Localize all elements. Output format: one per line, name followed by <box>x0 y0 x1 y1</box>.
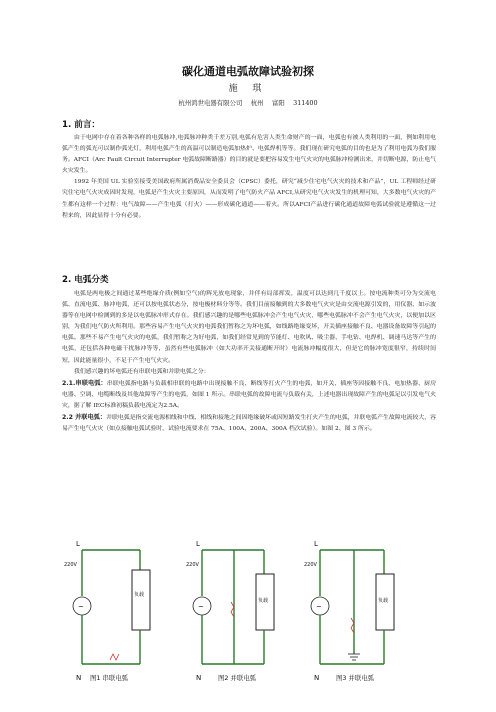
figure-3-parallel-arc <box>306 536 403 708</box>
figure-3-caption: 图3 并联电弧 <box>336 674 375 682</box>
figure-3-load-label: 负载 <box>378 598 389 604</box>
figure-1-diagram <box>62 536 159 708</box>
figure-1-load-label: 负载 <box>134 592 145 598</box>
figure-1-voltage: 220V <box>64 562 77 568</box>
author: 施 琪 <box>228 84 268 94</box>
figure-1-series-arc <box>62 536 159 708</box>
figure-2-L-label: L <box>196 540 200 548</box>
figure-1-N-label: N <box>76 674 82 682</box>
figure-1-load-box <box>132 570 150 630</box>
section-2-body <box>62 289 436 435</box>
section-2-2-text: 并联电弧是指交流电源相线和中线、相线和接地之间因绝缘破坏或因短路发生打火产生的电弧，并联电弧产生故障电流较大，容易产生电气火灾（如点接触电弧试验时，试验电流要求在 75A、100A、200A、300A 档次试验）。如图 2、图 3 所示。 <box>62 415 436 433</box>
paper-title: 碳化通道电弧故障试验初探 <box>182 65 314 78</box>
figure-2-caption: 图2 并联电弧 <box>218 674 257 682</box>
section-1-heading: 1. 前言： <box>62 120 101 130</box>
section-2-2-label: 2.2 并联电弧： <box>62 414 107 422</box>
section-2-1-text: 串联电弧指电路与负载相串联的电路中出现接触不良、断线等打火产生的电弧，如开关、插座等因接触不良、电加热器、厨房电器、空调、电缆断线及其他故障等产生的电弧，如图 1 所示。串联电弧的故障电流与负载有关，上述电器出现故障产生的电弧足以引发电气火灾，据了解 IEC标准初稿负载电流定为2.5A。 <box>62 380 437 409</box>
figure-3-N-label: N <box>314 674 320 682</box>
figure-3-diagram <box>306 536 403 708</box>
figure-2-N-label: N <box>196 674 202 682</box>
section-2-paragraph-1: 电弧是两电极之间通过某些绝缘介质(例如空气)的辉光放电现象，并伴有局部挥发，温度可以达到几千度以上。按电流种类可分为交流电弧、直流电弧、脉冲电弧，还可以按电弧状态分，按电极材料分等等。我们目前接触到的大多数电气火灾是由交流电源引发的，用仪器、如示波器等在电网中检测到的多是以电弧脉冲形式存在。我们感兴趣的是哪些电弧脉冲会产生电气火灾，哪些电弧脉冲不会产生电气火灾，以便加以区别，为我们电气防火所利用。那些容易产生电气火灾的电弧我们暂称之为坏电弧，如线路绝缘变坏，开关插座接触不良、电器设备故障等引起的电弧。那些不易产生电气火灾的电弧，我们暂称之为好电弧，如我们经常见到的节能灯、电吹风、吸尘器、手电钻、电焊机、调速马达等产生的电弧，还包括各种电磁干扰脉冲等等，虽然有些电弧脉冲（如大功率开关接通断开时）电流脉冲幅度很大，但是它的脉冲宽度很窄，持续时间短，因此能量很小，不足于产生电气火灾。 <box>62 291 436 364</box>
svg-text:~: ~ <box>316 603 322 611</box>
figure-1-caption: 图1 串联电弧 <box>90 674 129 682</box>
section-1-paragraph-2: 1992 年美国 UL 实验室接受美国政府所属消费品安全委员会（CPSC）委托，研究“减少住宅电气火灾的技术和产品”，UL 工程师经过研究住宅电气火灾成因时发现，电弧是产生火灾主要原因，从而发明了电气防火产品 AFCI,从研究电气火灾发生的机理可知，大多数电气火灾的产生都有这样一个过程：电气故障——产生电弧（打火）——形成碳化通道——着火。所以AFCI产品进行碳化通道故障电弧试验就是遵循这一过程来的，因此显得十分有必要。 <box>62 179 436 219</box>
affiliation: 杭州鸿世电器有限公司 杭州 富阳 311400 <box>178 99 318 107</box>
figure-1-L-label: L <box>76 540 80 548</box>
section-2-2-paragraph <box>62 412 436 435</box>
figure-2-voltage: 220V <box>186 562 199 568</box>
svg-text:~: ~ <box>198 603 204 611</box>
section-2-1-label: 2.1.串联电弧： <box>62 379 107 387</box>
section-2-paragraph-2: 我们感兴趣的坏电弧还有串联电弧和并联电弧之分： <box>74 368 210 375</box>
figure-3-L-label: L <box>314 540 318 548</box>
figure-2-load-label: 负载 <box>258 598 269 604</box>
figure-2-parallel-arc <box>186 536 283 708</box>
section-1-paragraph-1: 由于电网中存在着各种各样的电弧脉冲,电弧脉冲种类千差万别,电弧有危害人类生命财产的一面，电弧也有被人类利用的一面，例如利用电弧产生的弧光可以制作弧光灯，利用电弧产生的高温可以制造电弧加热炉、电弧焊机等等。我们现在研究电弧的目的也是为了利用电弧为我们服务。AFCI（Arc Fault Circuit Interrupter 电弧故障断路器）的目的就是要把容易发生电气火灾的电弧脉冲检测出来，并切断电源，防止电气火灾发生。 <box>62 135 436 175</box>
figure-2-diagram <box>186 536 283 708</box>
figure-1-arc-icon <box>110 654 119 660</box>
section-2-heading: 2. 电弧分类 <box>62 275 109 285</box>
figure-3-voltage: 220V <box>304 562 317 568</box>
figure-1-ac-symbol: ~ <box>78 603 84 611</box>
section-1-body <box>62 133 436 222</box>
section-2-1-paragraph <box>62 378 436 412</box>
